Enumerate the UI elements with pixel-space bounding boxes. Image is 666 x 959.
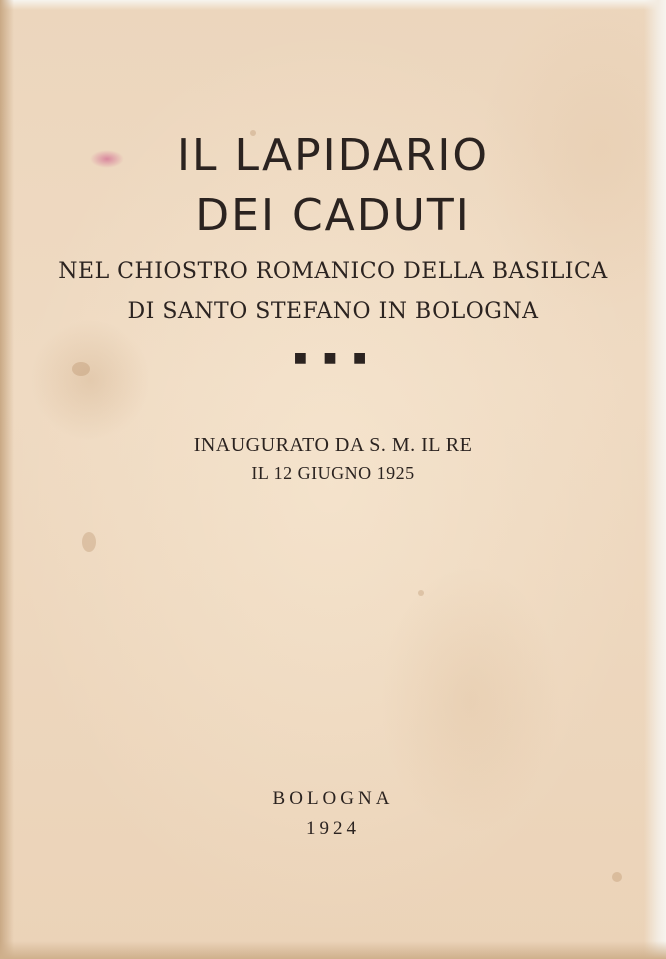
inauguration-line-1: INAUGURATO DA S. M. IL RE <box>193 434 473 456</box>
paper-edge-top <box>0 0 666 10</box>
title-line-2: DEI CADUTI <box>195 190 471 241</box>
paper-edge-bottom <box>0 941 666 959</box>
title-line-1: IL LAPIDARIO <box>177 130 489 181</box>
foxing-spot <box>82 532 96 552</box>
foxing-spot <box>418 590 424 596</box>
publication-year: 1924 <box>306 818 360 839</box>
foxing-spot <box>612 872 622 882</box>
publication-place: BOLOGNA <box>272 788 394 809</box>
subtitle-line-2: DI SANTO STEFANO IN BOLOGNA <box>127 299 539 324</box>
ornament-dots: ■ ■ ■ <box>293 350 373 366</box>
inauguration-line-2: IL 12 GIUGNO 1925 <box>251 463 415 483</box>
subtitle-line-1: NEL CHIOSTRO ROMANICO DELLA BASILICA <box>58 259 608 284</box>
